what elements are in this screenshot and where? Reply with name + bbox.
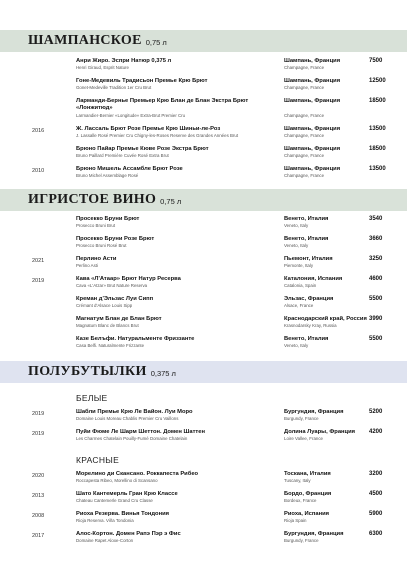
- item-subtitle: Perlino Asti: [76, 263, 98, 268]
- section-title: ШАМПАНСКОЕ: [28, 33, 142, 48]
- list-item: [0, 254, 407, 274]
- item-region: Шампань, Франция: [284, 126, 341, 132]
- item-subtitle: Prosecco Bruni Rosé Brut: [76, 243, 127, 248]
- item-name: Риоха Резерва. Винья Тондония: [76, 511, 170, 517]
- item-name: Ж. Лассаль Брют Розе Премье Крю Шиньи-ле-Роз: [76, 126, 221, 132]
- section-title: ПОЛУБУТЫЛКИ: [28, 364, 147, 379]
- list-item: [0, 529, 407, 549]
- item-subtitle: Larmandier-Bernier «Longitude» Extra-Brut Premier Cru: [76, 113, 186, 118]
- item-price: 3200: [369, 471, 383, 477]
- item-price: 7500: [369, 58, 383, 64]
- item-year: 2013: [32, 493, 45, 499]
- item-price: 3540: [369, 216, 383, 222]
- item-region: Шампань, Франция: [284, 58, 341, 64]
- list-item: [0, 234, 407, 254]
- item-region-subtitle: Catalonia, Spain: [284, 283, 317, 288]
- item-region: Венето, Италия: [284, 236, 329, 242]
- item-region: Венето, Италия: [284, 336, 329, 342]
- item-year: 2016: [32, 128, 45, 134]
- item-price: 3990: [369, 316, 383, 322]
- item-name: Гоне-Медевиль Традисьон Премье Крю Брют: [76, 78, 208, 84]
- list-item: [0, 76, 407, 96]
- item-region: Риоха, Испания: [284, 511, 330, 517]
- item-region: Бургундия, Франция: [284, 531, 344, 537]
- item-name: Шабли Премье Крю Ле Вайон. Луи Моро: [76, 409, 193, 415]
- item-price: 18500: [369, 146, 386, 152]
- item-region: Краснодарский край, Россия: [284, 316, 367, 322]
- item-subtitle: Crémant d'Alsace Louis Sipp: [76, 303, 133, 308]
- list-item: [0, 144, 407, 164]
- item-name: Анри Жиро. Эспри Натюр 0,375 л: [76, 58, 172, 64]
- item-region-subtitle: Champagne, France: [284, 173, 325, 178]
- subheading-red: КРАСНЫЕ: [76, 455, 120, 465]
- item-name: Брюно Мишель Ассамбле Брют Розе: [76, 166, 183, 172]
- item-year: 2021: [32, 258, 45, 264]
- item-region: Шампань, Франция: [284, 166, 341, 172]
- item-name: Алос-Кортон. Домен Рапэ Пэр э Фис: [76, 531, 181, 537]
- list-item: [0, 294, 407, 314]
- item-region-subtitle: Burgundy, France: [284, 416, 319, 421]
- item-name: Морелино ди Скансано. Роккапеста Рибео: [76, 471, 199, 477]
- item-price: 5500: [369, 296, 383, 302]
- item-price: 4200: [369, 429, 383, 435]
- item-price: 4500: [369, 491, 383, 497]
- item-name: Просекко Бруни Розе Брют: [76, 236, 155, 242]
- item-price: 5500: [369, 336, 383, 342]
- item-region: Бордо, Франция: [284, 491, 332, 497]
- item-region-subtitle: Piemonte, Italy: [284, 263, 314, 268]
- item-year: 2019: [32, 411, 45, 417]
- list-item: [0, 489, 407, 509]
- champagne-list: [0, 56, 407, 184]
- item-price: 3250: [369, 256, 383, 262]
- item-region-subtitle: Krasnodarsky Kray, Russia: [284, 323, 337, 328]
- item-name: Ларманди-Бернье Премьер Крю Блан де Блан Экстра Брют «Лонжитюд»: [76, 98, 249, 111]
- item-name: Просекко Бруни Брют: [76, 216, 140, 222]
- item-subtitle: Roccapesta Ribeo, Morellino di Scansano: [76, 478, 158, 483]
- item-region: Шампань, Франция: [284, 78, 341, 84]
- item-region-subtitle: Bordeux, France: [284, 498, 317, 503]
- list-item: [0, 214, 407, 234]
- item-region: Бургундия, Франция: [284, 409, 344, 415]
- section-header-half-bottles: [0, 361, 407, 383]
- item-subtitle: Les Charmes Chatelain Pouilly-Fumé Domaine Chatelain: [76, 436, 188, 441]
- list-item: [0, 274, 407, 294]
- item-year: 2020: [32, 473, 45, 479]
- item-year: 2010: [32, 168, 45, 174]
- item-region: Пьемонт, Италия: [284, 256, 333, 262]
- section-volume: 0,75 л: [160, 196, 182, 206]
- section-volume: 0,75 л: [145, 37, 167, 47]
- item-price: 18500: [369, 98, 386, 104]
- section-volume: 0,375 л: [150, 368, 176, 378]
- subheading-white: БЕЛЫЕ: [76, 393, 108, 403]
- item-name: Перлино Асти: [76, 256, 117, 262]
- section-header-champagne: [0, 30, 407, 52]
- item-name: Пуйи Фюме Ле Шарм Шеттон. Домен Шаттен: [76, 429, 205, 435]
- item-subtitle: Bruno Paillard Première Cuvée Rosé Extra Brut: [76, 153, 169, 158]
- item-name: Брюно Пайар Премье Кюве Розе Экстра Брют: [76, 146, 209, 152]
- list-item: [0, 427, 407, 447]
- list-item: [0, 314, 407, 334]
- item-name: Магнатум Блан де Блан Брют: [76, 316, 162, 322]
- item-price: 4600: [369, 276, 383, 282]
- list-item: [0, 509, 407, 529]
- item-region-subtitle: Champagne, France: [284, 85, 325, 90]
- item-name: Шато Кантемерль Гран Крю Классе: [76, 491, 178, 497]
- list-item: [0, 56, 407, 76]
- item-subtitle: Casa Belfi. Naturalmente Frizzante: [76, 343, 145, 348]
- item-subtitle: Prosecco Bruni Brut: [76, 223, 116, 228]
- item-region: Эльзас, Франция: [284, 296, 334, 302]
- item-subtitle: Magnatum Blanc de Blancs Brut: [76, 323, 139, 328]
- section-header-sparkling: [0, 189, 407, 211]
- item-region-subtitle: Tuscany, Italy: [284, 478, 311, 483]
- list-item: [0, 334, 407, 354]
- item-region: Тоскана, Италия: [284, 471, 331, 477]
- item-name: Казе Белъфи. Натуральменте Фриззанте: [76, 336, 195, 342]
- item-region-subtitle: Champagne, France: [284, 65, 325, 70]
- list-item: [0, 96, 407, 124]
- list-item: [0, 407, 407, 427]
- item-year: 2019: [32, 431, 45, 437]
- section-title: ИГРИСТОЕ ВИНО: [28, 192, 157, 207]
- item-region: Шампань, Франция: [284, 98, 341, 104]
- item-subtitle: Domaine Louis Moreau Chablis Premier Cru Vaillons: [76, 416, 179, 421]
- list-item: [0, 469, 407, 489]
- item-region-subtitle: Champagne, France: [284, 133, 325, 138]
- item-region: Каталония, Испания: [284, 276, 343, 282]
- item-subtitle: Rioja Reserva. Viña Tondonia: [76, 518, 134, 523]
- item-year: 2019: [32, 278, 45, 284]
- item-subtitle: Cava «L'Atzar» Brut Nature Reserva: [76, 283, 148, 288]
- item-price: 5200: [369, 409, 383, 415]
- item-price: 13500: [369, 166, 386, 172]
- sparkling-list: [0, 214, 407, 354]
- item-subtitle: Chateau Cantemerle Grand Cru Classe: [76, 498, 153, 503]
- item-year: 2017: [32, 533, 45, 539]
- list-item: [0, 124, 407, 144]
- item-price: 6300: [369, 531, 383, 537]
- item-region-subtitle: Alsace, France: [284, 303, 314, 308]
- item-region-subtitle: Rioja Spain: [284, 518, 307, 523]
- item-region: Венето, Италия: [284, 216, 329, 222]
- list-item: [0, 164, 407, 184]
- item-subtitle: Bruno Michel Assemblage Rosé: [76, 173, 139, 178]
- item-price: 3660: [369, 236, 383, 242]
- white-half-list: [0, 407, 407, 447]
- item-region-subtitle: Burgundy, France: [284, 538, 319, 543]
- item-price: 12500: [369, 78, 386, 84]
- item-subtitle: J. Lassalle Rosé Premier Cru Chigny-les-Roses Reserve des Grandes Années Brut: [76, 133, 239, 138]
- item-price: 13500: [369, 126, 386, 132]
- item-region-subtitle: Champagne, France: [284, 113, 325, 118]
- item-subtitle: Domaine Rapet Aloxe-Corton: [76, 538, 134, 543]
- item-name: Кава «Л'Атаар» Брют Натур Ресерва: [76, 276, 181, 282]
- item-subtitle: Gonet-Medeville Tradition 1er Cru Brut: [76, 85, 152, 90]
- item-region-subtitle: Veneto, Italy: [284, 223, 309, 228]
- item-name: Креман д'Эльзас Луи Сипп: [76, 296, 154, 302]
- item-region: Шампань, Франция: [284, 146, 341, 152]
- item-region: Долина Луары, Франция: [284, 429, 356, 435]
- item-region-subtitle: Loire Vallee, France: [284, 436, 323, 441]
- item-subtitle: Henri Giraud, Esprit Nature: [76, 65, 129, 70]
- item-region-subtitle: Veneto, Italy: [284, 343, 309, 348]
- item-region-subtitle: Champagne, France: [284, 153, 325, 158]
- item-year: 2008: [32, 513, 45, 519]
- item-price: 5900: [369, 511, 383, 517]
- item-region-subtitle: Veneto, Italy: [284, 243, 309, 248]
- red-half-list: [0, 469, 407, 549]
